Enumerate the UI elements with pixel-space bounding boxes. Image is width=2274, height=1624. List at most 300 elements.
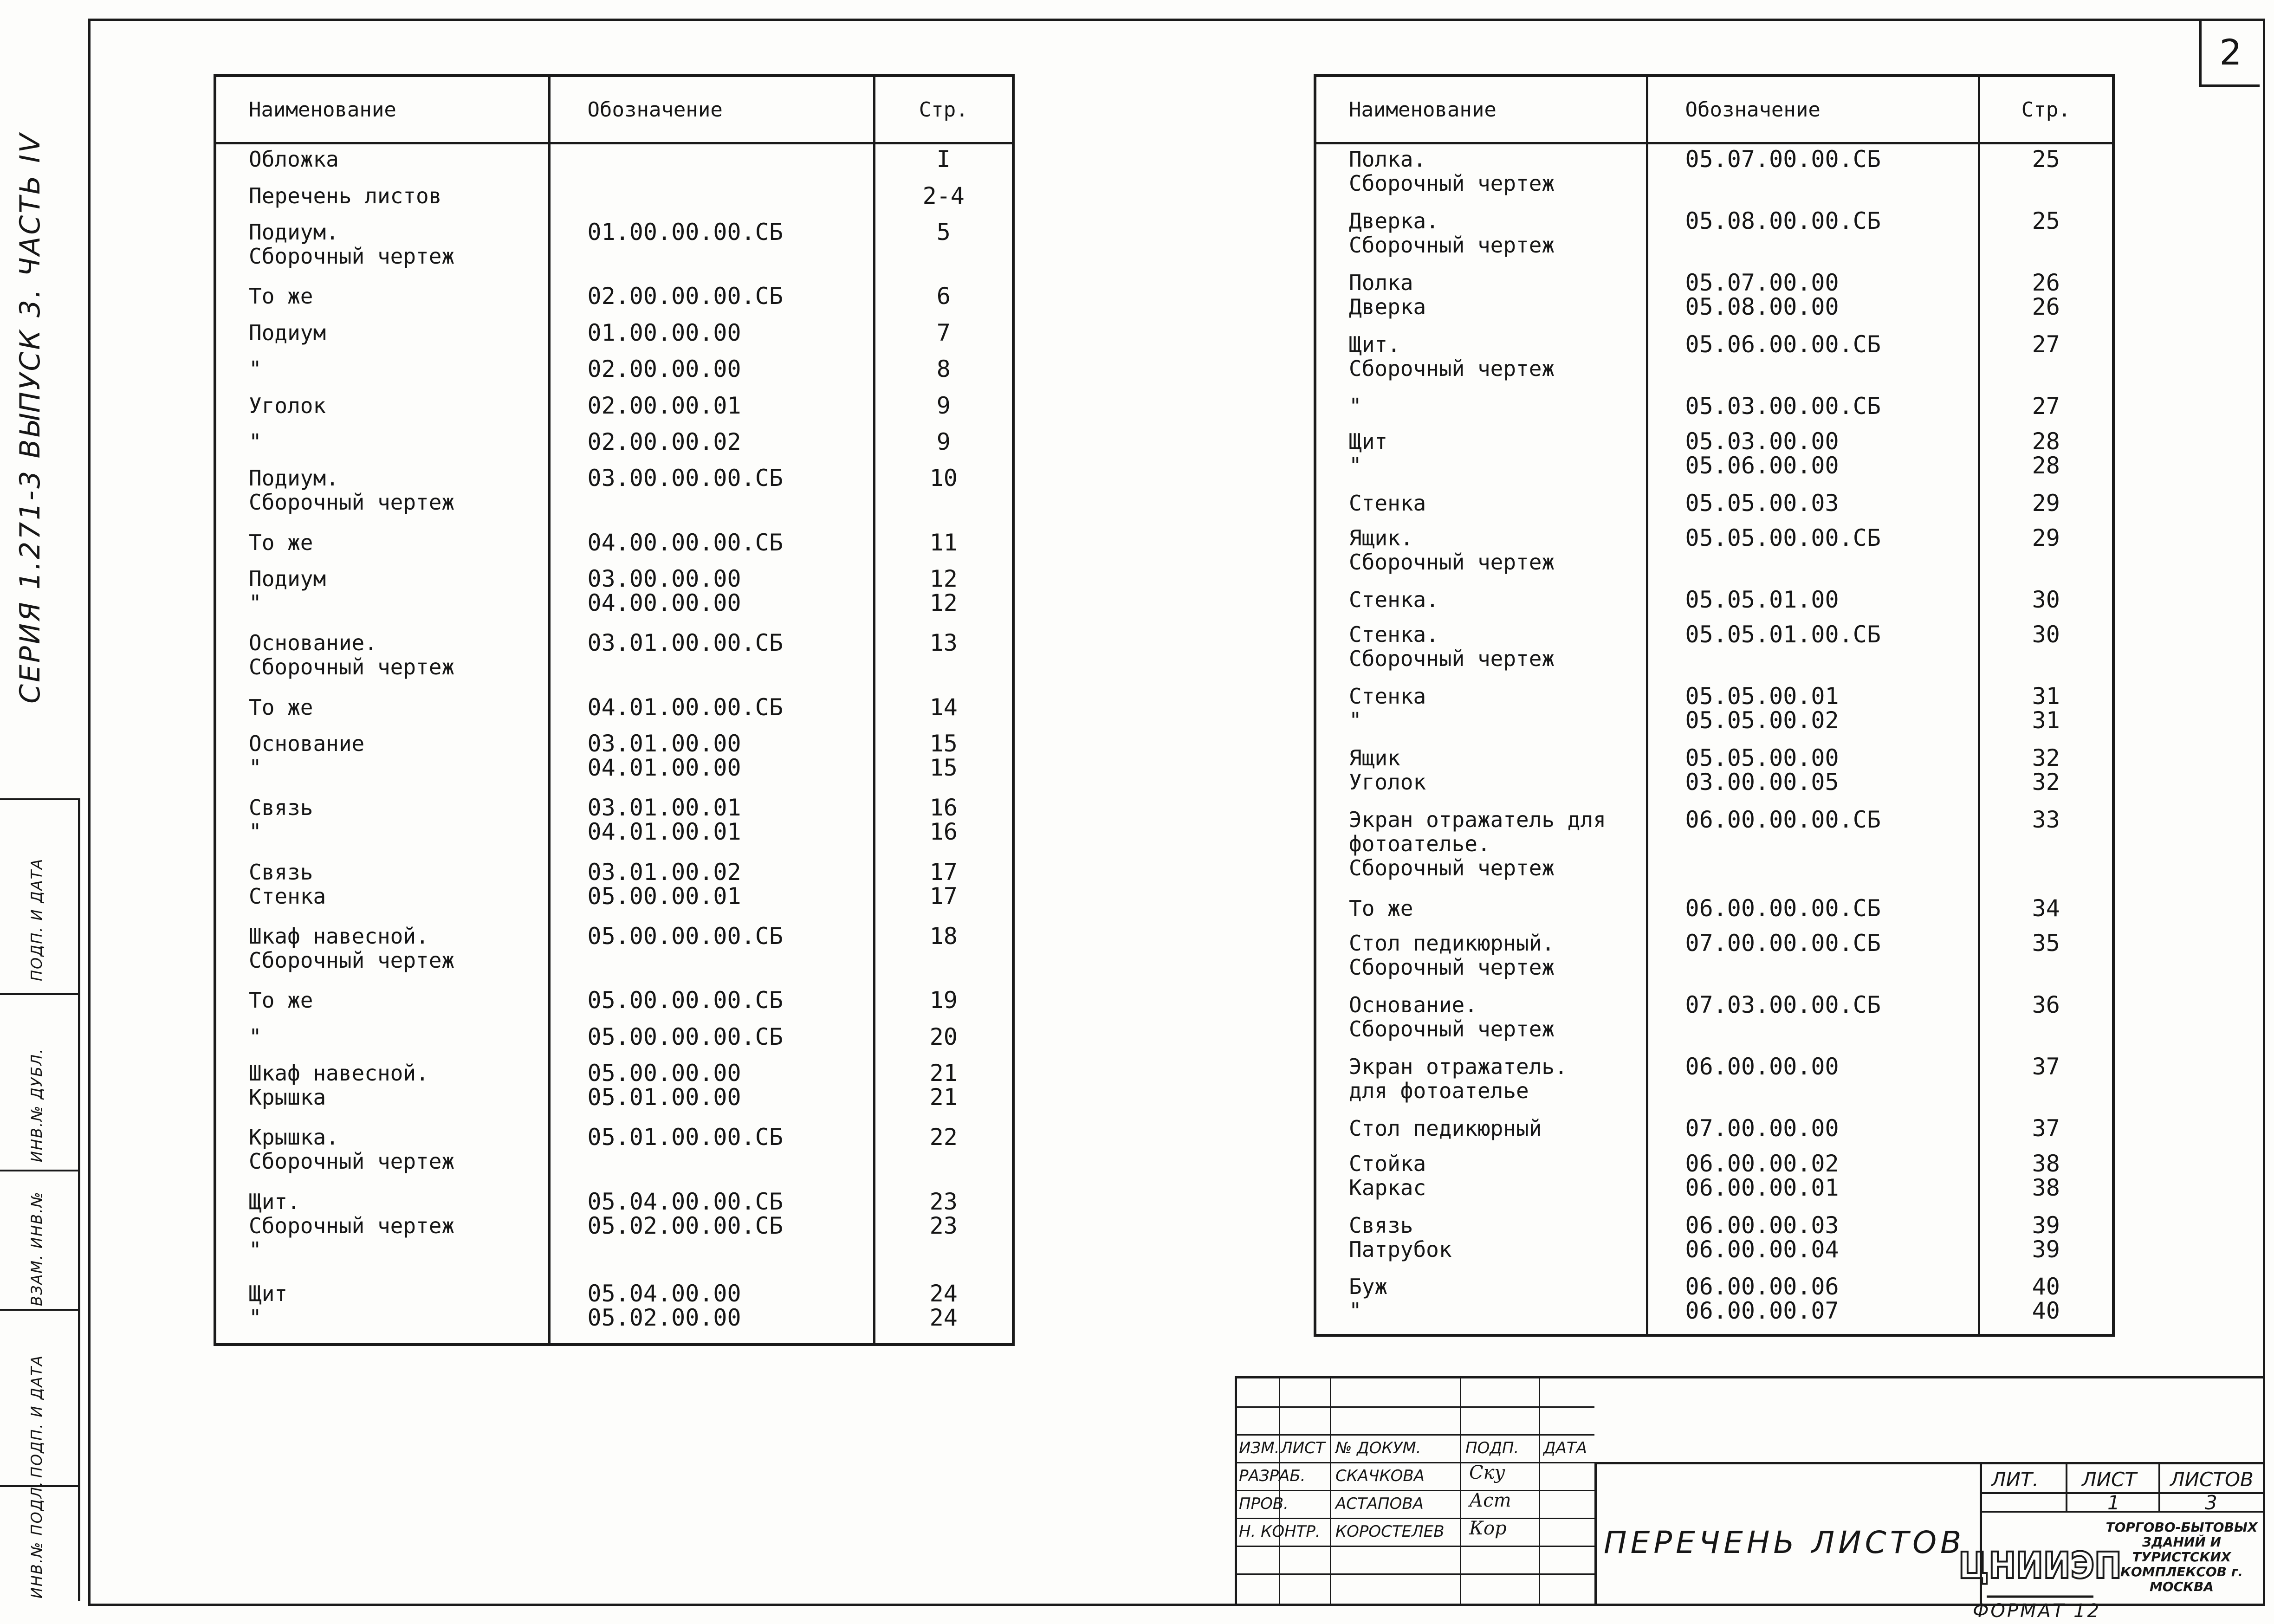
strip-label-inv-dubl: ИНВ.№ ДУБЛ. [28, 1048, 45, 1162]
item-page: 6 [936, 283, 951, 310]
item-name: Крышка. [249, 1125, 339, 1150]
item-code-cell [549, 628, 874, 692]
item-name: Щит. [1349, 332, 1400, 357]
item-page-cell [1979, 1149, 2113, 1210]
item-page-cell [1979, 681, 2113, 743]
item-code: 06.00.00.00.СБ [1685, 806, 1881, 834]
item-name-cell [215, 143, 549, 181]
item-name-cell [215, 1122, 549, 1186]
item-code: 05.05.00.03 [1685, 489, 1839, 517]
item-name: Шкаф навесной. [249, 924, 429, 949]
item-page-cell [874, 1187, 1013, 1279]
item-code: 07.00.00.00 [1685, 1115, 1839, 1142]
item-name: Сборочный чертеж [1349, 233, 1555, 258]
item-page-cell [1979, 620, 2113, 681]
item-page: 39 [2032, 1236, 2060, 1263]
item-page: 22 [929, 1124, 958, 1151]
item-page-cell [874, 318, 1013, 354]
item-code: 05.00.00.01 [587, 882, 741, 910]
item-code-cell [1647, 391, 1979, 426]
item-page: 10 [929, 465, 958, 492]
item-page: 12 [929, 565, 958, 593]
item-page-cell [874, 528, 1013, 564]
item-page: 30 [2032, 621, 2060, 648]
item-page-cell [1979, 585, 2113, 620]
item-code-cell [549, 427, 874, 463]
item-page: I [936, 146, 951, 173]
item-code: 05.02.00.00.СБ [587, 1212, 783, 1239]
table-row [215, 628, 1013, 692]
item-page: 25 [2032, 146, 2060, 173]
item-page-cell [1979, 805, 2113, 893]
item-name: Связь [249, 859, 313, 885]
item-code: 05.03.00.00.СБ [1685, 393, 1881, 420]
item-page: 27 [2032, 331, 2060, 358]
item-name: Крышка [249, 1085, 326, 1110]
item-name-cell [215, 793, 549, 857]
item-name-cell [215, 217, 549, 281]
sheet-list-right [1314, 74, 2115, 1337]
item-name-cell [215, 1058, 549, 1122]
item-name: Экран отражатель. [1349, 1054, 1568, 1080]
organization-logo [1958, 1518, 2122, 1601]
item-code-cell [549, 793, 874, 857]
item-name-cell [1315, 330, 1647, 391]
item-name: То же [249, 284, 313, 309]
item-page: 32 [2032, 744, 2060, 772]
column-header-page: Стр. [874, 76, 1013, 143]
item-page: 29 [2032, 524, 2060, 551]
item-code-cell [1647, 268, 1979, 330]
item-name-cell [215, 181, 549, 217]
item-name: " [1349, 1298, 1362, 1324]
table-row [1315, 1052, 2113, 1113]
item-page: 21 [929, 1060, 958, 1087]
sheet-list-left-body [215, 143, 1013, 1345]
item-code: 05.05.00.00.СБ [1685, 524, 1881, 551]
item-name: Стойка [1349, 1151, 1426, 1176]
title-block [1235, 1376, 2263, 1604]
item-code-cell [1647, 1149, 1979, 1210]
item-name-cell [1315, 893, 1647, 928]
item-name: Связь [1349, 1212, 1413, 1238]
item-page-cell [1979, 893, 2113, 928]
item-code-cell [549, 391, 874, 427]
item-code-cell [1647, 805, 1979, 893]
item-name: Сборочный чертеж [249, 654, 455, 680]
item-code-cell [549, 985, 874, 1022]
item-name-cell [215, 463, 549, 527]
org-logo-text: ЦНИИЭП [1958, 1545, 2122, 1587]
table-row [1315, 1210, 2113, 1272]
item-name: Стенка. [1349, 587, 1439, 612]
item-page: 37 [2032, 1115, 2060, 1142]
item-code: 02.00.00.02 [587, 428, 741, 455]
item-page-cell [1979, 427, 2113, 488]
item-name: То же [249, 694, 313, 720]
strip-cell [0, 1309, 78, 1487]
item-name-cell [1315, 743, 1647, 805]
item-name: Основание. [1349, 992, 1477, 1018]
item-page: 11 [929, 529, 958, 556]
item-name-cell [1315, 1149, 1647, 1210]
item-name: Экран отражатель для [1349, 807, 1606, 833]
table-row [1315, 391, 2113, 426]
item-code: 03.01.00.02 [587, 858, 741, 886]
item-page: 9 [936, 392, 951, 419]
item-code: 05.05.01.00 [1685, 586, 1839, 613]
item-page-cell [1979, 330, 2113, 391]
item-code: 04.01.00.00 [587, 754, 741, 782]
strip-cell [0, 1480, 78, 1603]
item-name: Стенка. [1349, 622, 1439, 647]
table-row [1315, 893, 2113, 928]
item-name-cell [1315, 805, 1647, 893]
table-row [1315, 143, 2113, 207]
item-page-cell [874, 921, 1013, 985]
stamp-sheets-label: ЛИСТОВ [2170, 1468, 2254, 1491]
sheet-list-right-body [1315, 143, 2113, 1336]
item-name: Уголок [1349, 770, 1426, 795]
item-name: Дверка. [1349, 208, 1439, 234]
item-page: 26 [2032, 269, 2060, 297]
item-code-cell [549, 1022, 874, 1058]
item-code: 03.00.00.00.СБ [587, 465, 783, 492]
item-page-cell [1979, 488, 2113, 523]
item-code: 06.00.00.06 [1685, 1273, 1839, 1300]
item-page-cell [1979, 143, 2113, 207]
item-code-cell [1647, 330, 1979, 391]
filler-cell [874, 1343, 1013, 1345]
item-page-cell [1979, 928, 2113, 990]
item-name: Дверка [1349, 294, 1426, 320]
item-page: 31 [2032, 683, 2060, 710]
item-code-cell [1647, 427, 1979, 488]
stamp-name-nkontr: КОРОСТЕЛЕВ [1335, 1522, 1445, 1541]
table-row [1315, 743, 2113, 805]
table-row [215, 528, 1013, 564]
item-name: " [1349, 453, 1362, 478]
item-code: 05.00.00.00.СБ [587, 1023, 783, 1050]
item-name: Связь [249, 795, 313, 821]
item-code: 07.03.00.00.СБ [1685, 991, 1881, 1019]
strip-label-inv-podl: ИНВ.№ ПОДЛ. [28, 1480, 45, 1598]
item-page: 16 [929, 818, 958, 846]
stamp-name-razrab: СКАЧКОВА [1335, 1467, 1425, 1485]
table-filler-row [215, 1343, 1013, 1345]
item-code: 05.05.01.00.СБ [1685, 621, 1881, 648]
item-name-cell [1315, 620, 1647, 681]
item-code: 05.03.00.00 [1685, 427, 1839, 455]
item-page: 15 [929, 730, 958, 757]
item-name-cell [1315, 488, 1647, 523]
item-page-cell [874, 793, 1013, 857]
item-page: 17 [929, 858, 958, 886]
table-row [215, 391, 1013, 427]
item-name-cell [215, 921, 549, 985]
item-code-cell [1647, 620, 1979, 681]
item-name: Патрубок [1349, 1236, 1452, 1262]
stamp-lit-label: ЛИТ. [1991, 1468, 2039, 1491]
item-code-cell [549, 729, 874, 793]
item-page: 25 [2032, 207, 2060, 235]
item-page-cell [874, 427, 1013, 463]
item-code: 07.00.00.00.СБ [1685, 930, 1881, 957]
table-row [215, 985, 1013, 1022]
item-page-cell [1979, 990, 2113, 1052]
item-name: Сборочный чертеж [249, 244, 455, 269]
item-name: Подиум. [249, 220, 339, 245]
item-name-cell [215, 628, 549, 692]
table-row [215, 564, 1013, 628]
item-name-cell [1315, 928, 1647, 990]
item-page: 37 [2032, 1053, 2060, 1081]
filler-cell [1647, 1333, 1979, 1335]
item-code: 05.00.00.00.СБ [587, 923, 783, 950]
item-page-cell [1979, 206, 2113, 268]
item-name: Полка. [1349, 147, 1426, 172]
item-page: 26 [2032, 293, 2060, 321]
column-header-name: Наименование [1315, 76, 1647, 143]
item-code: 06.00.00.01 [1685, 1174, 1839, 1201]
item-page: 31 [2032, 707, 2060, 734]
item-page: 40 [2032, 1297, 2060, 1325]
strip-label-vzam: ВЗАМ. ИНВ.№ [28, 1191, 45, 1306]
item-code: 06.00.00.04 [1685, 1236, 1839, 1263]
table-row [1315, 620, 2113, 681]
item-code: 05.07.00.00 [1685, 269, 1839, 297]
item-code: 05.07.00.00.СБ [1685, 146, 1881, 173]
item-page: 13 [929, 629, 958, 657]
item-code: 03.01.00.00.СБ [587, 629, 783, 657]
item-code-cell [1647, 488, 1979, 523]
table-row [215, 281, 1013, 317]
filler-cell [1979, 1333, 2113, 1335]
item-code: 02.00.00.00.СБ [587, 283, 783, 310]
item-page-cell [1979, 523, 2113, 585]
item-name: Сборочный чертеж [249, 948, 455, 973]
item-code-cell [1647, 928, 1979, 990]
item-code: 04.01.00.01 [587, 818, 741, 846]
item-name: Буж [1349, 1274, 1388, 1300]
stamp-header-izm: ИЗМ. [1239, 1439, 1280, 1457]
item-code-cell [1647, 743, 1979, 805]
item-name-cell [215, 1187, 549, 1279]
item-name-cell [215, 857, 549, 921]
item-name-cell [215, 427, 549, 463]
stamp-header-podp: ПОДП. [1465, 1439, 1519, 1457]
item-name: Подиум [249, 320, 326, 345]
item-code-cell [1647, 681, 1979, 743]
item-name: Стол педикюрный [1349, 1116, 1542, 1141]
filler-cell [215, 1343, 549, 1345]
item-code: 03.01.00.01 [587, 794, 741, 822]
item-page-cell [874, 857, 1013, 921]
stamp-role-razrab: РАЗРАБ. [1239, 1467, 1306, 1485]
item-code-cell [549, 528, 874, 564]
item-page-cell [874, 143, 1013, 181]
stamp-grid [1237, 1378, 1594, 1604]
item-code: 03.00.00.00 [587, 565, 741, 593]
item-name: Перечень листов [249, 183, 442, 208]
item-name: Основание. [249, 630, 377, 656]
item-code-cell [1647, 893, 1979, 928]
column-header-code: Обозначение [549, 76, 874, 143]
item-name-cell [1315, 268, 1647, 330]
item-code-cell [549, 217, 874, 281]
item-code-cell [549, 857, 874, 921]
table-row [1315, 488, 2113, 523]
format-label: ФОРМАТ 12 [1973, 1600, 2101, 1622]
item-name: То же [1349, 895, 1413, 921]
item-code-cell [549, 692, 874, 729]
item-name: Стенка [1349, 490, 1426, 516]
item-code: 05.08.00.00 [1685, 293, 1839, 321]
stamp-meta-box [1958, 1462, 2265, 1606]
column-header-code: Обозначение [1647, 76, 1979, 143]
item-name: Стол педикюрный. [1349, 931, 1555, 956]
item-name-cell [1315, 206, 1647, 268]
item-page-cell [1979, 1272, 2113, 1333]
item-page-cell [874, 985, 1013, 1022]
item-page-cell [874, 391, 1013, 427]
item-name-cell [1315, 585, 1647, 620]
table-row [1315, 928, 2113, 990]
item-code: 05.00.00.00 [587, 1060, 741, 1087]
item-name: То же [249, 530, 313, 555]
table-row [215, 1187, 1013, 1279]
table-row [1315, 523, 2113, 585]
filler-cell [1315, 1333, 1647, 1335]
item-name-cell [1315, 1272, 1647, 1333]
item-code: 04.00.00.00.СБ [587, 529, 783, 556]
item-page-cell [874, 692, 1013, 729]
stamp-role-prov: ПРОВ. [1239, 1495, 1289, 1513]
item-page: 24 [929, 1304, 958, 1332]
item-code-cell [549, 1187, 874, 1279]
item-page: 17 [929, 882, 958, 910]
item-code-cell [1647, 1272, 1979, 1333]
table-row [215, 1279, 1013, 1343]
table-row [215, 143, 1013, 181]
item-name: Каркас [1349, 1175, 1426, 1200]
item-name: Щит [1349, 428, 1388, 454]
item-page: 15 [929, 754, 958, 782]
item-page: 28 [2032, 452, 2060, 479]
item-name: Щит. [249, 1189, 300, 1214]
item-code: 01.00.00.00 [587, 319, 741, 346]
item-page: 29 [2032, 489, 2060, 517]
item-code: 05.01.00.00 [587, 1084, 741, 1111]
item-code: 03.00.00.05 [1685, 769, 1839, 796]
item-name-cell [1315, 990, 1647, 1052]
table-row [215, 427, 1013, 463]
item-code: 05.05.00.01 [1685, 683, 1839, 710]
item-name-cell [1315, 681, 1647, 743]
table-header-row [1315, 76, 2113, 143]
item-name: " [249, 755, 262, 781]
item-name: " [249, 1024, 262, 1049]
item-page-cell [874, 354, 1013, 390]
item-name: Шкаф навесной. [249, 1061, 429, 1086]
item-code: 05.00.00.00.СБ [587, 987, 783, 1014]
table-row [215, 729, 1013, 793]
item-code: 05.04.00.00.СБ [587, 1188, 783, 1215]
strip-label-podp-data-2: ПОДП. И ДАТА [28, 1354, 45, 1478]
stamp-role-nkontr: Н. КОНТР. [1239, 1522, 1321, 1541]
item-page: 39 [2032, 1211, 2060, 1239]
item-code: 06.00.00.00 [1685, 1053, 1839, 1081]
item-page: 40 [2032, 1273, 2060, 1300]
item-name-cell [1315, 523, 1647, 585]
item-name: Основание [249, 731, 365, 757]
strip-cell [0, 1170, 78, 1311]
item-page: 32 [2032, 769, 2060, 796]
stamp-sheets-value: 3 [2205, 1491, 2217, 1514]
item-name-cell [1315, 1052, 1647, 1113]
item-page-cell [874, 628, 1013, 692]
item-code [588, 147, 873, 171]
stamp-name-prov: АСТАПОВА [1335, 1495, 1424, 1513]
item-code: 05.08.00.00.СБ [1685, 207, 1881, 235]
item-page-cell [1979, 1052, 2113, 1113]
item-name-cell [215, 1279, 549, 1343]
item-code-cell [549, 1058, 874, 1122]
item-name-cell [215, 1022, 549, 1058]
item-page-cell [1979, 1210, 2113, 1272]
item-page-cell [874, 1058, 1013, 1122]
item-code-cell [1647, 523, 1979, 585]
table-row [1315, 206, 2113, 268]
table-row [215, 1022, 1013, 1058]
signature-prov: Аст [1469, 1490, 1511, 1511]
table-row [215, 354, 1013, 390]
filler-cell [549, 1343, 874, 1345]
table-row [1315, 330, 2113, 391]
item-page: 12 [929, 589, 958, 617]
item-name-cell [215, 318, 549, 354]
item-page: 21 [929, 1084, 958, 1111]
item-name: Подиум [249, 566, 326, 592]
item-name: Сборочный чертеж [1349, 171, 1555, 196]
item-page: 7 [936, 319, 951, 346]
item-name-cell [1315, 1113, 1647, 1148]
table-row [215, 1058, 1013, 1122]
item-name: " [249, 1305, 262, 1331]
item-code: 06.00.00.07 [1685, 1297, 1839, 1325]
item-code-cell [1647, 1113, 1979, 1148]
item-page: 14 [929, 693, 958, 721]
item-page-cell [874, 729, 1013, 793]
series-caption-text: СЕРИЯ 1.271-3 ВЫПУСК 3. ЧАСТЬ IV [14, 132, 46, 704]
item-code-cell [1647, 143, 1979, 207]
item-code: 04.01.00.00.СБ [587, 693, 783, 721]
item-name: Стенка [1349, 684, 1426, 709]
table-row [215, 692, 1013, 729]
stamp-header-data: ДАТА [1543, 1439, 1587, 1457]
item-name: " [249, 356, 262, 382]
item-page-cell [1979, 743, 2113, 805]
item-code: 05.04.00.00 [587, 1280, 741, 1307]
item-name: Сборочный чертеж [249, 490, 455, 515]
item-page-cell [874, 1022, 1013, 1058]
item-name-cell [215, 528, 549, 564]
item-name: Подиум. [249, 466, 339, 491]
item-code-cell [1647, 206, 1979, 268]
item-name: Стенка [249, 883, 326, 909]
item-code: 05.02.00.00 [587, 1304, 741, 1332]
item-name: для фотоателье [1349, 1078, 1529, 1104]
